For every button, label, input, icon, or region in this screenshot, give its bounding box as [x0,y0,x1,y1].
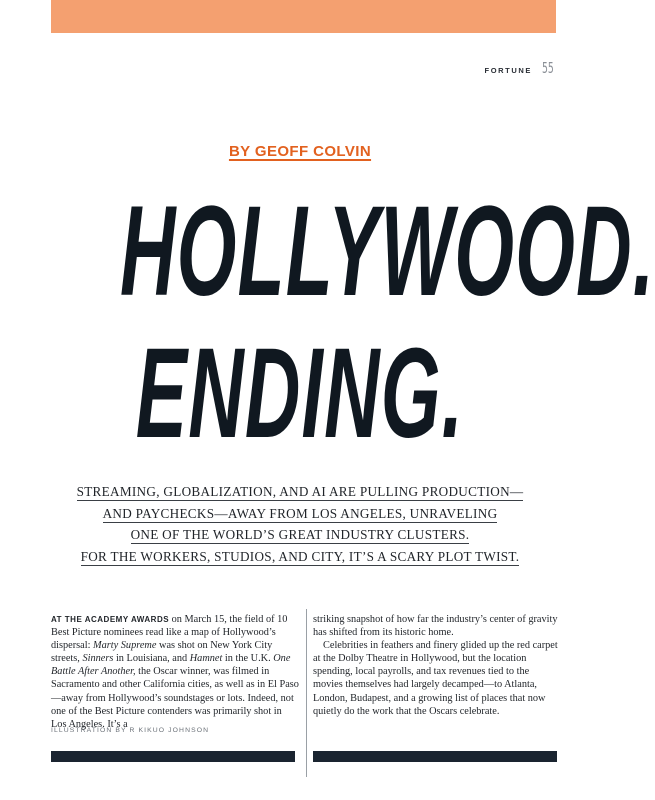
film-title: One Battle After Another, [51,653,291,678]
dek-line: FOR THE WORKERS, STUDIOS, AND CITY, IT’S A SCARY PLOT TWIST. [80,548,520,564]
dek-line: STREAMING, GLOBALIZATION, AND AI ARE PULLING PRODUCTION— [76,484,524,499]
lead-in: AT THE ACADEMY AWARDS [51,615,170,624]
accent-bar [51,0,556,33]
page-number: 55 [542,59,554,77]
body-column-left [51,613,299,731]
film-title: Hamnet [189,653,223,665]
dek-line: ONE OF THE WORLD’S GREAT INDUSTRY CLUSTERS. [130,527,470,542]
body-paragraph: Celebrities in feathers and finery glided up the red carpet at the Dolby Theatre in Hollywood, but the location spending, local payrolls, and tax revenues tied to the movies themselves had largely decamped—to Atlanta, London, Budapest, and a growing list of places that now quietly do the work that the Oscars celebrate. [313,640,558,717]
column-divider [306,609,307,777]
byline-text: BY GEOFF COLVIN [228,143,372,160]
headline-line-1: HOLLYWOOD. [120,180,655,323]
footer-bar-left [51,751,295,762]
dek [40,481,560,567]
body-paragraph: AT THE ACADEMY AWARDS on March 15, the field of 10 Best Picture nominees read like a map of Hollywood’s dispersal: Marty Supreme was shot on New York City streets, Sinners in Louisiana, and Hamnet in the U.K. One Battle After Another, the Oscar winner, was filmed in Sacramento and other California cities, as well as in El Paso—away from Hollywood’s soundstages or lots. Indeed, not one of the Best Picture contenders was primarily shot in Los Angeles. It’s a [51,614,299,730]
magazine-name: FORTUNE [484,66,532,75]
footer-bar-right [313,751,557,762]
film-title: Sinners [82,653,114,665]
body-paragraph: striking snapshot of how far the industry’s center of gravity has shifted from its historic home. [313,614,558,639]
dek-line: AND PAYCHECKS—AWAY FROM LOS ANGELES, UNRAVELING [102,505,498,521]
byline [0,143,600,160]
body-column-right [313,613,561,718]
page-header [485,59,556,77]
headline-line-2: ENDING. [135,322,465,465]
illustration-credit: ILLUSTRATION BY R KIKUO JOHNSON [51,727,210,734]
film-title: Marty Supreme [93,640,157,652]
